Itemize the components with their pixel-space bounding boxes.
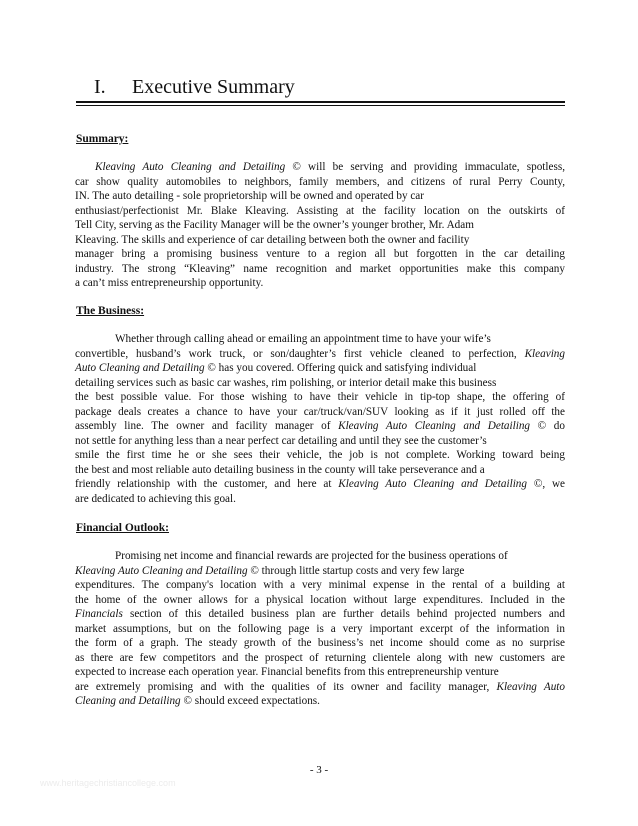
financial-line: Promising net income and financial rewards are projected for the business operations of xyxy=(115,550,508,562)
heading-rule-thin xyxy=(76,105,565,106)
financial-line: Financials section of this detailed business plan are further details behind projected numbers and xyxy=(75,608,565,620)
summary-line: car show quality automobiles to neighbors, family members, and citizens of rural Perry County, xyxy=(75,175,565,188)
business-line: Whether through calling ahead or emailing an appointment time to have your wife’s xyxy=(115,333,491,345)
financial-line: the home of the owner allows for a physical location without large expenditures. Included in the xyxy=(75,593,565,606)
financial-line: Cleaning and Detailing © should exceed expectations. xyxy=(75,695,320,707)
business-line: friendly relationship with the customer, and here at Kleaving Auto Cleaning and Detailing ©, we xyxy=(75,478,566,490)
business-heading: The Business: xyxy=(76,305,145,317)
business-line: detailing services such as basic car washes, rim polishing, or interior detail make this business xyxy=(75,376,497,389)
summary-line: a can’t miss entrepreneurship opportunity. xyxy=(75,277,264,289)
business-line: assembly line. The owner and facility manager of Kleaving Auto Cleaning and Detailing © do xyxy=(75,420,565,432)
summary-heading: Summary: xyxy=(76,133,129,145)
section-heading xyxy=(94,75,295,99)
summary-line: IN. The auto detailing - sole proprietorship will be owned and operated by car xyxy=(75,190,424,202)
business-paragraph xyxy=(75,332,565,506)
financial-line: Kleaving Auto Cleaning and Detailing © through little startup costs and very few large xyxy=(75,564,465,577)
business-line: Auto Cleaning and Detailing © has you covered. Offering quick and satisfying individual xyxy=(75,362,477,374)
business-line: convertible, husband’s work truck, or son/daughter’s first vehicle cleaned to perfection, Kleaving xyxy=(75,347,565,360)
financial-line: are extremely promising and with the qualities of its owner and facility manager, Kleaving Auto xyxy=(75,680,565,693)
business-line: the best and most reliable auto detailing business in the county will take perseverance and a xyxy=(75,463,485,476)
summary-line: Tell City, serving as the Facility Manager will be the owner’s younger brother, Mr. Adam xyxy=(75,219,474,231)
summary-line: enthusiast/perfectionist Mr. Blake Kleaving. Assisting at the facility location on the outskirts of xyxy=(75,204,565,217)
summary-line: manager bring a promising business venture to a region all but forgotten in the car detailing xyxy=(75,248,565,260)
section-title: Executive Summary xyxy=(132,76,295,98)
financial-line: expenditures. The company's location with a very minimal expense in the rental of a building at xyxy=(75,579,565,591)
summary-line: industry. The strong “Kleaving” name recognition and market opportunities make this company xyxy=(75,262,565,275)
business-line: are dedicated to achieving this goal. xyxy=(75,492,236,505)
financial-line: the form of a graph. The steady growth of the business’s net income should come as no surprise xyxy=(75,637,565,649)
summary-line: Kleaving. The skills and experience of car detailing between both the owner and facility xyxy=(75,233,470,246)
business-line: the best possible value. For those wishing to have their vehicle in tip-top shape, the offering of xyxy=(75,391,565,403)
summary-paragraph xyxy=(75,160,565,291)
business-line: smile the first time he or she sees their vehicle, the job is not complete. Working toward being xyxy=(75,449,565,461)
heading-rule-thick xyxy=(76,101,565,103)
watermark-text: www.heritagechristiancollege.com xyxy=(40,778,176,788)
financial-paragraph xyxy=(75,549,565,709)
financial-line: expected to increase each operation year. Financial benefits from this entrepreneurship venture xyxy=(75,666,499,678)
business-line: package deals creates a chance to have your car/truck/van/SUV looking as if it just rolled off the xyxy=(75,405,565,418)
financial-line: as there are few competitors and the prospect of returning clientele along with new customers are xyxy=(75,651,565,664)
section-number: I. xyxy=(94,76,106,98)
summary-line: Kleaving Auto Cleaning and Detailing © will be serving and providing immaculate, spotless, xyxy=(95,161,565,173)
financial-line: market assumptions, but on the following page is a very important excerpt of the information in xyxy=(75,622,565,635)
financial-heading: Financial Outlook: xyxy=(76,522,169,534)
business-line: not settle for anything less than a near perfect car detailing and until they see the customer’s xyxy=(75,434,487,447)
page-number: - 3 - xyxy=(309,764,329,776)
